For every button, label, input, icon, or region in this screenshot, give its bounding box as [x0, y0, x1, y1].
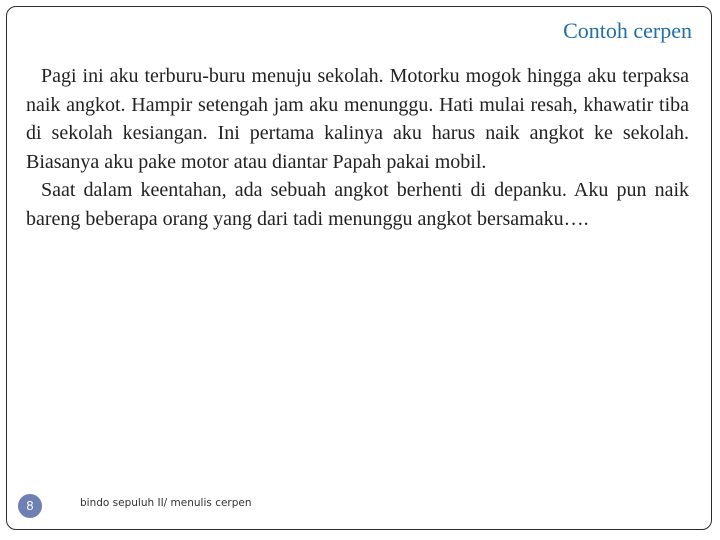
page-number-badge: 8 [18, 494, 42, 518]
story-text [26, 62, 689, 234]
slide-title: Contoh cerpen [563, 18, 692, 43]
footer-text: bindo sepuluh II/ menulis cerpen [80, 497, 252, 509]
story-paragraph-1: Pagi ini aku terburu-buru menuju sekolah. Motorku mogok hingga aku terpaksa naik angkot. Hampir setengah jam aku menunggu. Hati mulai resah, khawatir tiba di sekolah kesiangan. Ini pertama kalinya aku harus naik angkot ke sekolah. Biasanya aku pake motor atau diantar Papah pakai mobil. [26, 65, 689, 173]
story-paragraph-2: Saat dalam keentahan, ada sebuah angkot berhenti di depanku. Aku pun naik bareng beberapa orang yang dari tadi menunggu angkot bersamaku…. [26, 179, 689, 230]
